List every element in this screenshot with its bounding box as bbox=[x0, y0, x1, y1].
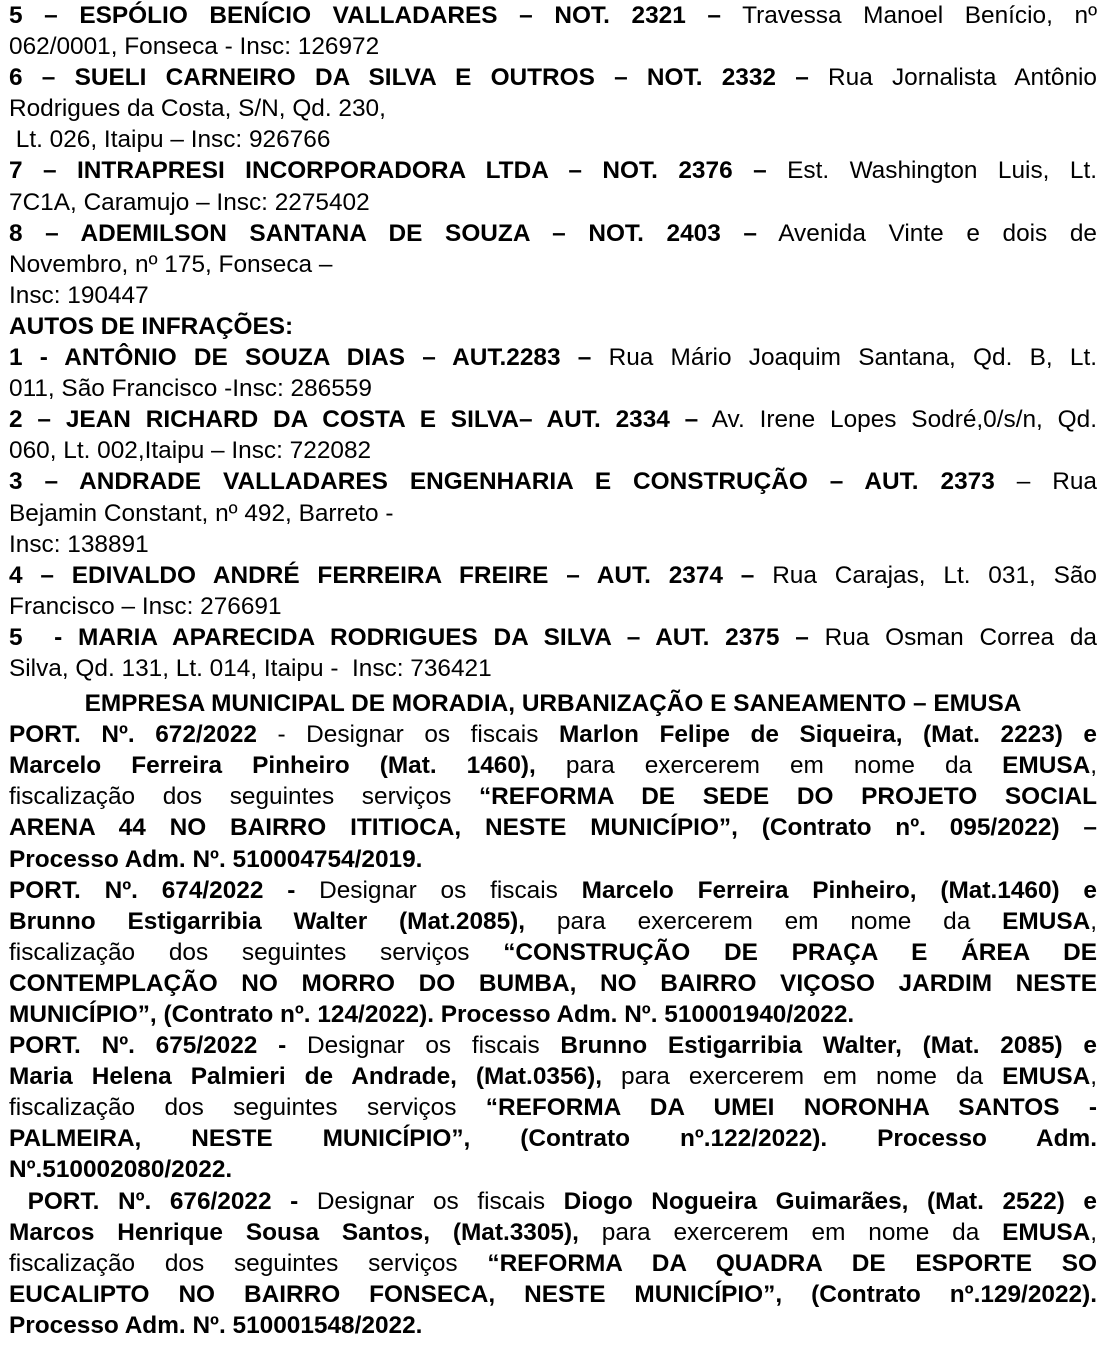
auto-head: 3 – ANDRADE VALLADARES ENGENHARIA E CONSTRUÇÃO – AUT. 2373 bbox=[9, 468, 995, 496]
portaria-text: Designar os fiscais bbox=[298, 1187, 564, 1215]
portaria-text: fiscalização dos seguintes serviços bbox=[9, 938, 504, 966]
fiscais-names: Marcelo Ferreira Pinheiro (Mat. 1460), bbox=[9, 752, 536, 780]
portaria-text: fiscalização dos seguintes serviços bbox=[9, 1249, 488, 1277]
portaria-text: para exercerem em nome da bbox=[602, 1063, 1003, 1091]
notification-head: 8 – ADEMILSON SANTANA DE SOUZA – NOT. 2403 – bbox=[9, 219, 757, 247]
portaria-675 bbox=[9, 1030, 1097, 1185]
notification-line: Novembro, nº 175, Fonseca – bbox=[9, 250, 333, 278]
portaria-number: PORT. Nº. 675/2022 - bbox=[9, 1032, 287, 1060]
fiscais-names: Brunno Estigarribia Walter, (Mat. 2085) e bbox=[560, 1032, 1097, 1060]
punct: , bbox=[1090, 1218, 1097, 1246]
fiscais-names: Marcos Henrique Sousa Santos, (Mat.3305), bbox=[9, 1218, 579, 1246]
emusa-title: EMPRESA MUNICIPAL DE MORADIA, URBANIZAÇÃO E SANEAMENTO – EMUSA bbox=[84, 690, 1022, 718]
portaria-text: Designar os fiscais bbox=[295, 876, 582, 904]
emusa-ref: EMUSA bbox=[1002, 907, 1091, 935]
auto-line: Bejamin Constant, nº 492, Barreto - bbox=[9, 499, 394, 527]
portaria-text: fiscalização dos seguintes serviços bbox=[9, 783, 479, 811]
punct: , bbox=[1090, 752, 1097, 780]
auto-entry-1 bbox=[9, 342, 1097, 404]
portaria-text: - Designar os fiscais bbox=[256, 721, 559, 749]
auto-head: 5 - MARIA APARECIDA RODRIGUES DA SILVA – AUT. 2375 – bbox=[9, 623, 809, 651]
process-number: Processo Adm. Nº. 510004754/2019. bbox=[9, 845, 423, 873]
service-title: “CONSTRUÇÃO DE PRAÇA E ÁREA DE bbox=[503, 938, 1097, 966]
notification-address: Est. Washington Luis, Lt. bbox=[766, 157, 1097, 185]
emusa-ref: EMUSA bbox=[1002, 1063, 1091, 1091]
auto-line: Insc: 138891 bbox=[9, 530, 149, 558]
fiscais-names: Marcelo Ferreira Pinheiro, (Mat.1460) e bbox=[581, 876, 1097, 904]
notifications-list bbox=[9, 0, 1097, 311]
service-title: PALMEIRA, NESTE MUNICÍPIO”, (Contrato nº.122/2022). Processo Adm. bbox=[9, 1125, 1097, 1153]
auto-head: 1 - ANTÔNIO DE SOUZA DIAS – AUT.2283 – bbox=[9, 344, 592, 372]
portaria-672 bbox=[9, 719, 1097, 874]
service-title: “REFORMA DE SEDE DO PROJETO SOCIAL bbox=[478, 783, 1098, 811]
service-title: “REFORMA DA UMEI NORONHA SANTOS - bbox=[485, 1094, 1097, 1122]
notification-line: 062/0001, Fonseca - Insc: 126972 bbox=[9, 33, 380, 61]
notification-address: Avenida Vinte e dois de bbox=[756, 219, 1097, 247]
auto-address: – Rua bbox=[994, 468, 1097, 496]
portaria-number: PORT. Nº. 676/2022 - bbox=[9, 1187, 299, 1215]
emusa-ref: EMUSA bbox=[1002, 1218, 1091, 1246]
punct: , bbox=[1090, 907, 1097, 935]
portaria-text: para exercerem em nome da bbox=[578, 1218, 1003, 1246]
auto-line: 060, Lt. 002,Itaipu – Insc: 722082 bbox=[9, 437, 372, 465]
emusa-ref: EMUSA bbox=[1002, 752, 1091, 780]
service-title: CONTEMPLAÇÃO NO MORRO DO BUMBA, NO BAIRRO VIÇOSO JARDIM NESTE bbox=[9, 969, 1097, 997]
notification-line: 7C1A, Caramujo – Insc: 2275402 bbox=[9, 188, 370, 216]
auto-address: Rua Mário Joaquim Santana, Qd. B, Lt. bbox=[591, 344, 1097, 372]
auto-address: Av. Irene Lopes Sodré,0/s/n, Qd. bbox=[698, 406, 1097, 434]
service-title: EUCALIPTO NO BAIRRO FONSECA, NESTE MUNICÍPIO”, (Contrato nº.129/2022). bbox=[9, 1280, 1097, 1308]
portaria-number: PORT. Nº. 672/2022 bbox=[9, 721, 257, 749]
portaria-text: fiscalização dos seguintes serviços bbox=[9, 1094, 486, 1122]
notification-line: Insc: 190447 bbox=[9, 281, 149, 309]
notification-entry-6 bbox=[9, 62, 1097, 155]
notification-head: 7 – INTRAPRESI INCORPORADORA LTDA – NOT. 2376 – bbox=[9, 157, 767, 185]
fiscais-names: Maria Helena Palmieri de Andrade, (Mat.0356), bbox=[9, 1063, 602, 1091]
notification-entry-8 bbox=[9, 218, 1097, 311]
portaria-674 bbox=[9, 875, 1097, 1030]
notification-entry-5 bbox=[9, 0, 1097, 62]
process-number: MUNICÍPIO”, (Contrato nº. 124/2022). Processo Adm. Nº. 510001940/2022. bbox=[9, 1001, 855, 1028]
portaria-text: para exercerem em nome da bbox=[535, 752, 1003, 780]
auto-entry-5 bbox=[9, 622, 1097, 684]
notification-address: Rua Jornalista Antônio bbox=[808, 64, 1097, 92]
notification-head: 6 – SUELI CARNEIRO DA SILVA E OUTROS – NOT. 2332 – bbox=[9, 64, 809, 92]
punct: , bbox=[1090, 1063, 1097, 1091]
fiscais-names: Brunno Estigarribia Walter (Mat.2085), bbox=[9, 907, 526, 935]
portaria-text: para exercerem em nome da bbox=[525, 907, 1003, 935]
autos-list bbox=[9, 342, 1097, 684]
fiscais-names: Diogo Nogueira Guimarães, (Mat. 2522) e bbox=[563, 1187, 1097, 1215]
notification-line: Lt. 026, Itaipu – Insc: 926766 bbox=[9, 126, 331, 154]
auto-line: 011, São Francisco -Insc: 286559 bbox=[9, 375, 372, 403]
portaria-676 bbox=[9, 1186, 1097, 1341]
auto-entry-2 bbox=[9, 404, 1097, 466]
auto-address: Rua Carajas, Lt. 031, São bbox=[754, 561, 1097, 589]
notification-entry-7 bbox=[9, 155, 1097, 217]
auto-entry-4 bbox=[9, 560, 1097, 622]
portaria-number: PORT. Nº. 674/2022 - bbox=[9, 876, 296, 904]
notification-address: Travessa Manoel Benício, nº bbox=[720, 2, 1097, 29]
auto-head: 4 – EDIVALDO ANDRÉ FERREIRA FREIRE – AUT. 2374 – bbox=[9, 561, 755, 589]
auto-line: Silva, Qd. 131, Lt. 014, Itaipu - Insc: 736421 bbox=[9, 654, 492, 682]
fiscais-names: Marlon Felipe de Siqueira, (Mat. 2223) e bbox=[558, 721, 1097, 749]
autos-heading: AUTOS DE INFRAÇÕES: bbox=[9, 312, 294, 340]
auto-head: 2 – JEAN RICHARD DA COSTA E SILVA– AUT. 2334 – bbox=[9, 406, 699, 434]
portaria-text: Designar os fiscais bbox=[286, 1032, 561, 1060]
auto-entry-3 bbox=[9, 466, 1097, 559]
service-title: “REFORMA DA QUADRA DE ESPORTE SO bbox=[487, 1249, 1097, 1277]
service-title: ARENA 44 NO BAIRRO ITITIOCA, NESTE MUNICÍPIO”, (Contrato nº. 095/2022) – bbox=[9, 814, 1097, 842]
notification-line: Rodrigues da Costa, S/N, Qd. 230, bbox=[9, 95, 386, 123]
auto-address: Rua Osman Correa da bbox=[808, 623, 1097, 651]
auto-line: Francisco – Insc: 276691 bbox=[9, 592, 282, 620]
process-number: Nº.510002080/2022. bbox=[9, 1156, 233, 1184]
process-number: Processo Adm. Nº. 510001548/2022. bbox=[9, 1311, 423, 1339]
notification-head: 5 – ESPÓLIO BENÍCIO VALLADARES – NOT. 2321 – bbox=[9, 2, 721, 29]
